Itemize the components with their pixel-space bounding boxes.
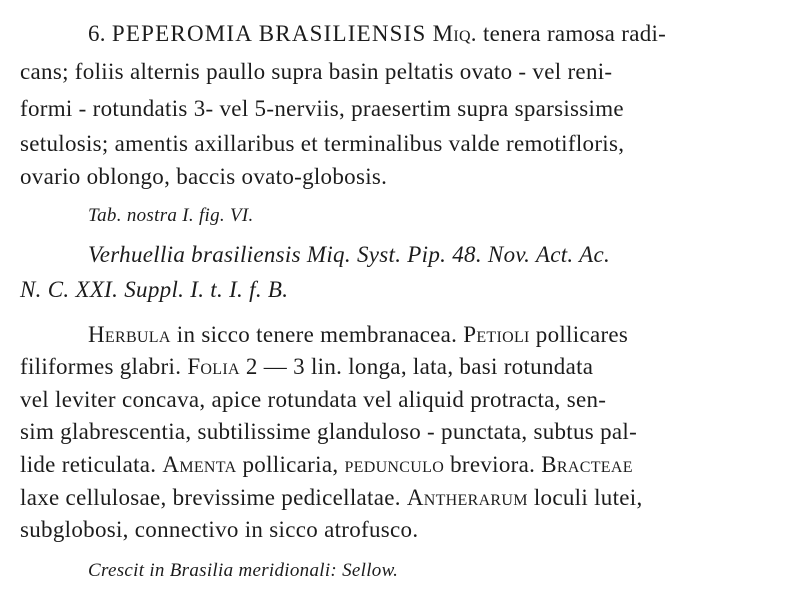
habitat-line: Crescit in Brasilia meridionali: Sellow.: [88, 560, 399, 581]
description-term: Herbula: [88, 322, 171, 347]
description-line: subglobosi, connectivo in sicco atrofusco.: [20, 517, 419, 542]
species-name: PEPEROMIA BRASILIENSIS: [111, 21, 427, 46]
diagnosis-line: cans; foliis alternis paullo supra basin peltatis ovato - vel reni-: [20, 59, 613, 84]
description-term: Amenta: [162, 452, 237, 477]
species-author: Miq.: [432, 21, 477, 46]
description-text: pollicares: [535, 322, 629, 347]
description-text: laxe cellulosae, brevissime pedicellatae.: [20, 485, 401, 510]
description-text: 2 — 3 lin. longa, lata, basi rotundata: [245, 354, 594, 379]
description-term: Petioli: [463, 322, 530, 347]
diagnosis-line: ovario oblongo, baccis ovato-globosis.: [20, 164, 388, 189]
description-text: lide reticulata.: [20, 452, 157, 477]
description-text: filiformes glabri.: [20, 354, 182, 379]
description-text: pollicaria,: [242, 452, 339, 477]
description-line: [20, 451, 633, 479]
description-text: loculi lutei,: [533, 485, 643, 510]
description-term: pedunculo: [344, 452, 445, 477]
synonymy-line: N. C. XXI. Suppl. I. t. I. f. B.: [20, 277, 289, 302]
description-term: Folia: [187, 354, 240, 379]
description-line: vel leviter concava, apice rotundata vel aliquid protracta, sen-: [20, 387, 607, 412]
description-line: [88, 321, 628, 349]
description-text: in sicco tenere membranacea.: [176, 322, 458, 347]
description-line: [20, 484, 643, 512]
diagnosis-line: formi - rotundatis 3- vel 5-nerviis, praesertim supra sparsissime: [20, 96, 624, 121]
description-line: sim glabrescentia, subtilissime glanduloso - punctata, subtus pal-: [20, 419, 638, 444]
description-line: [20, 353, 593, 381]
diagnosis-text: tenera ramosa radi-: [482, 21, 667, 46]
synonymy-line: Verhuellia brasiliensis Miq. Syst. Pip. 48. Nov. Act. Ac.: [88, 242, 610, 267]
species-heading-line: [88, 20, 666, 48]
description-term: Antherarum: [406, 485, 528, 510]
description-text: breviora.: [450, 452, 536, 477]
species-number: 6.: [88, 21, 106, 46]
diagnosis-line: setulosis; amentis axillaribus et terminalibus valde remotifloris,: [20, 131, 625, 156]
description-term: Bracteae: [541, 452, 633, 477]
plate-reference: Tab. nostra I. fig. VI.: [88, 205, 254, 226]
